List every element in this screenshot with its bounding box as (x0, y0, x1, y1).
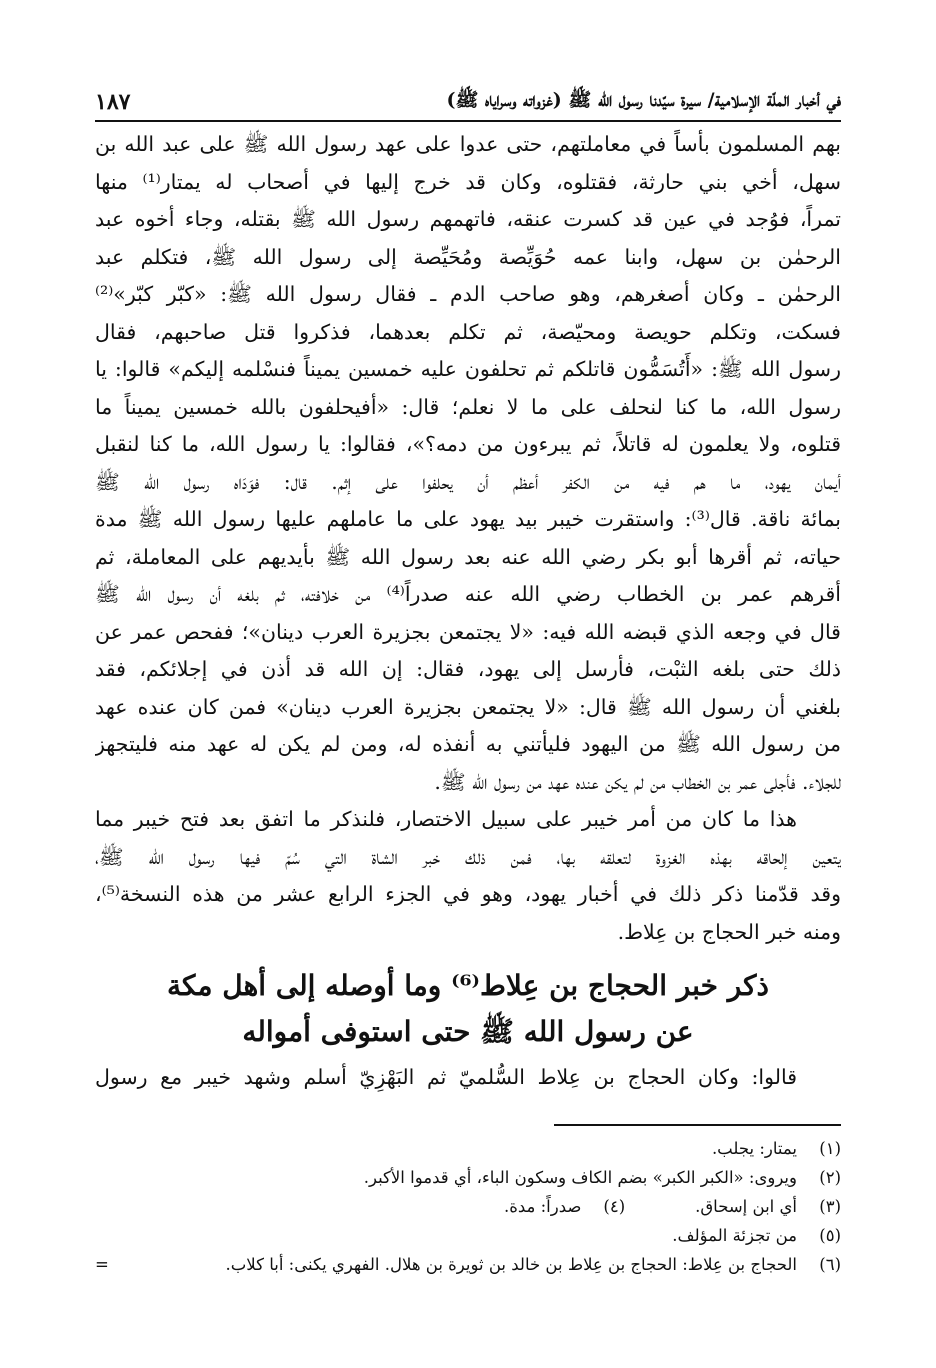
footnote-text: صدراً: مدة. (503, 1197, 582, 1216)
text-line: قالوا: وكان الحجاج بن عِلاط السُّلميّ ثم البَهْزِيّ أسلم وشهد خيبر مع رسول (95, 1065, 797, 1089)
paragraph-2 (95, 801, 841, 951)
footnote (95, 1250, 841, 1279)
continuation-mark: = (95, 1255, 109, 1274)
text-line: من رسول الله ﷺ من اليهود فليأتني به أنفذه له، ومن لم يكن له عهد منه فليتجهز (95, 732, 841, 756)
footnote (95, 1163, 841, 1192)
footnote-number: (٣) (819, 1197, 841, 1216)
text-line: أيمان يهود، ما هم فيه من الكفر أعظم أن يحلفوا على إثم. قال: فوَدَاه رسول الله ﷺ (95, 469, 841, 494)
footnotes (95, 1124, 841, 1279)
text-line: الرحمٰن بن سهل، وابنا عمه حُوَيِّصة ومُحَيِّصة إلى رسول الله ﷺ، فتكلم عبد (95, 244, 841, 269)
heading-line: عن رسول الله ﷺ حتى استوفى أمواله (242, 1015, 694, 1048)
text-line: فسكت، وتكلم حويصة ومحيّصة، ثم تكلم بعدهما، فذكروا قتل صاحبهم، فقال (95, 319, 841, 344)
footnote-text: ويروى: «الكبر الكبر» بضم الكاف وسكون الباء، أي قدموا الأكبر. (363, 1168, 797, 1187)
footnote-text: الحجاج بن عِلاط: الحجاج بن عِلاط بن خالد بن ثويرة بن هلال. الفهري يكنى: أبا كلاب. (225, 1255, 797, 1274)
footnote-number: (١) (819, 1139, 841, 1158)
text-line: بمائة ناقة. قال⁽³⁾: واستقرت خيبر بيد يهود على ما عاملهم عليها رسول الله ﷺ مدة (95, 507, 841, 531)
text-line: أقرهم عمر بن الخطاب رضي الله عنه صدراً⁽⁴⁾ من خلافته، ثم بلغه أن رسول الله ﷺ (95, 582, 841, 606)
text-line: حياته، ثم أقرها أبو بكر رضي الله عنه بعد رسول الله ﷺ بأيديهم على المعاملة، ثم (95, 544, 841, 569)
text-line: الرحمٰن ـ وكان أصغرهم، وهو صاحب الدم ـ فقال رسول الله ﷺ: «كبّر كبّر»⁽²⁾ (95, 282, 841, 306)
text-line: سهل، أخي بني حارثة، فقتلوه، وكان قد خرج إليها في أصحاب له يمتار⁽¹⁾ منها (95, 169, 841, 194)
heading-line: ذكر خبر الحجاج بن عِلاط⁽⁶⁾ وما أوصله إلى أهل مكة (167, 969, 769, 1002)
text-line: تمراً، فوُجد في عين قد كسرت عنقه، فاتهمهم رسول الله ﷺ بقتله، وجاء أخوه عبد (95, 207, 841, 231)
footnote (95, 1221, 841, 1250)
running-title: في أخبار الملّة الإسلامية/ سيرة سيّدنا رسول الله ﷺ (غزواته وسراياه ﷺ) (446, 89, 841, 111)
page-header (95, 84, 841, 122)
text-line: بهم المسلمون بأساً في معاملتهم، حتى عدوا على عهد رسول الله ﷺ على عبد الله بن (95, 132, 841, 156)
footnote-number: (٥) (819, 1226, 841, 1245)
paragraph-1 (95, 126, 841, 801)
footnote-number: (٢) (819, 1168, 841, 1187)
footnote-text: يمتار: يجلب. (711, 1139, 797, 1158)
text-line: يتعين إلحاقه بهذه الغزوة لتعلقه بها، فمن ذلك خبر الشاة التي سُمّ فيها رسول الله ﷺ، (95, 844, 841, 869)
text-line: هذا ما كان من أمر خيبر على سبيل الاختصار، فلنذكر ما اتفق بعد فتح خيبر مما (95, 807, 797, 831)
paragraph-3 (95, 1059, 841, 1097)
text-line: رسول الله، ما كنا لنحلف على ما لا نعلم؛ قال: «أفيحلفون بالله خمسين يميناً ما (95, 394, 841, 419)
text-line: قال في وجعه الذي قبضه الله فيه: «لا يجتمعن بجزيرة العرب دينان»؛ ففحص عمر عن (95, 619, 841, 644)
page-body (95, 126, 841, 1097)
footnote-number: (٤) (603, 1197, 626, 1216)
text-line: رسول الله ﷺ: «أَتُسَمُّون قاتلكم ثم تحلفون عليه خمسين يميناً فنسْلمه إليكم» قالوا: يا (95, 357, 841, 381)
footnote-text: أي ابن إسحاق. (695, 1197, 797, 1216)
text-line: وقد قدّمنا ذكر ذلك في أخبار يهود، وهو في الجزء الرابع عشر من هذه النسخة⁽⁵⁾، (95, 882, 841, 906)
footnote-rule (554, 1124, 841, 1126)
page-number: ١٨٧ (95, 89, 131, 115)
footnote (95, 1134, 841, 1163)
text-line: قتلوه، ولا يعلمون له قاتلاً، ثم يبرءون من دمه؟»، فقالوا: يا رسول الله، ما كنا لنقبل (95, 432, 841, 456)
text-line: ومنه خبر الحجاج بن عِلاط. (617, 919, 841, 944)
text-line: للجلاء. فأجلى عمر بن الخطاب من لم يكن عنده عهد من رسول الله ﷺ. (434, 769, 841, 794)
section-heading (95, 963, 841, 1055)
text-line: بلغني أن رسول الله ﷺ قال: «لا يجتمعن بجزيرة العرب دينان» فمن كان عنده عهد (95, 694, 841, 719)
footnote-text: من تجزئة المؤلف. (672, 1226, 797, 1245)
footnote-number: (٦) (819, 1255, 841, 1274)
footnote (95, 1192, 841, 1221)
text-line: ذلك حتى بلغه الثبْت، فأرسل إلى يهود، فقال: إن الله قد أذن في إجلائكم، فقد (95, 657, 841, 681)
